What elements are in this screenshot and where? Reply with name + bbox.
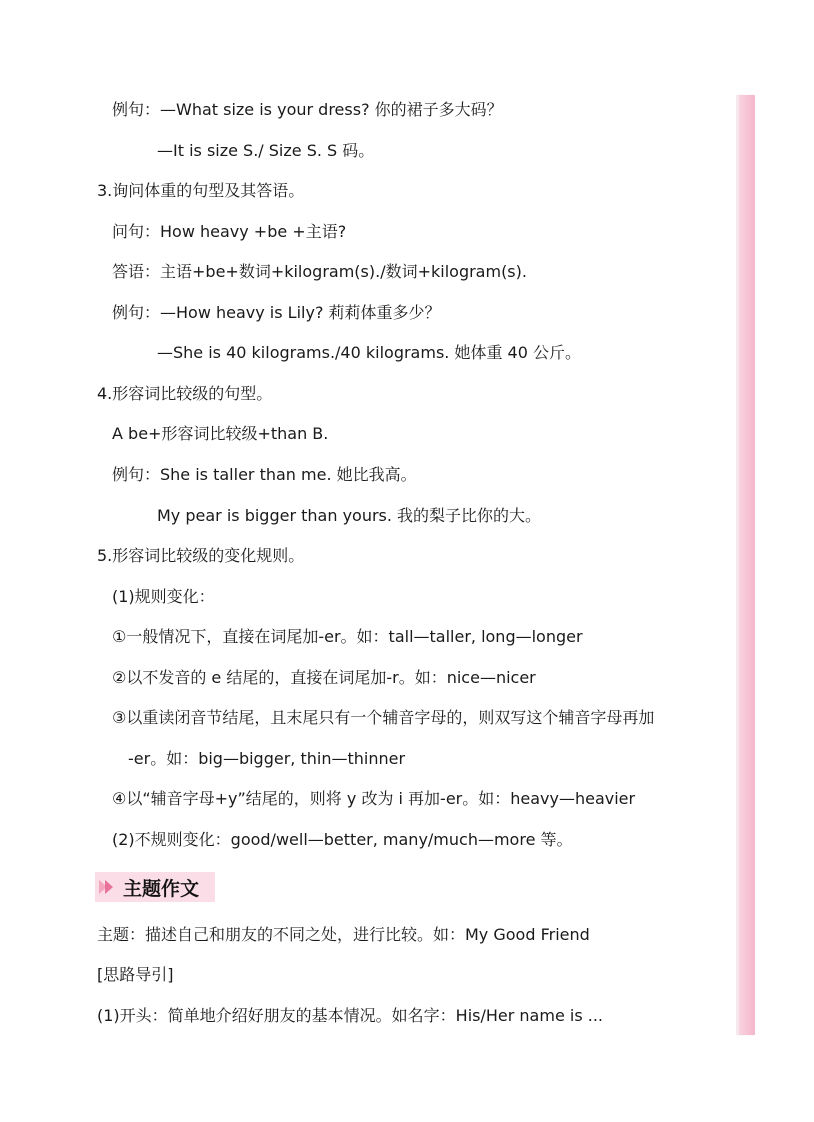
- text-line: (1)规则变化：: [112, 587, 215, 606]
- section-title: 主题作文: [123, 877, 200, 900]
- text-line: (2)不规则变化：good/well—better, many/much—more 等。: [112, 830, 573, 849]
- text-line: ④以“辅音字母+y”结尾的，则将 y 改为 i 再加-er。如：heavy—heavier: [112, 789, 636, 808]
- text-line: —It is size S./ Size S. S 码。: [157, 141, 375, 160]
- text-line: 例句：She is taller than me. 她比我高。: [112, 465, 417, 484]
- text-line: 答语：主语+be+数词+kilogram(s)./数词+kilogram(s).: [112, 262, 527, 281]
- text-line: 4.形容词比较级的句型。: [97, 384, 273, 403]
- text-line: 5.形容词比较级的变化规则。: [97, 546, 305, 565]
- text-line: 例句：—How heavy is Lily? 莉莉体重多少？: [112, 303, 441, 322]
- section-banner: [95, 872, 215, 902]
- essay-topic: 主题：描述自己和朋友的不同之处，进行比较。如：My Good Friend: [97, 925, 590, 944]
- text-line: ③以重读闭音节结尾，且末尾只有一个辅音字母的，则双写这个辅音字母再加: [112, 708, 655, 727]
- text-line: 问句：How heavy +be +主语?: [112, 222, 347, 241]
- guide-heading: [思路导引]: [97, 965, 174, 984]
- text-line: ②以不发音的 e 结尾的，直接在词尾加-r。如：nice—nicer: [112, 668, 536, 687]
- text-line: A be+形容词比较级+than B.: [112, 424, 329, 443]
- text-line: ①一般情况下，直接在词尾加-er。如：tall—taller, long—longer: [112, 627, 583, 646]
- page-edge-decoration: [739, 95, 755, 1035]
- text-line: -er。如：big—bigger, thin—thinner: [128, 749, 406, 768]
- text-line: 3.询问体重的句型及其答语。: [97, 181, 305, 200]
- text-line: My pear is bigger than yours. 我的梨子比你的大。: [157, 506, 542, 525]
- guide-item: (1)开头：简单地介绍好朋友的基本情况。如名字：His/Her name is ...: [97, 1006, 603, 1025]
- double-arrow-icon: [99, 878, 117, 896]
- text-line: 例句：—What size is your dress? 你的裙子多大码？: [112, 100, 503, 119]
- text-line: —She is 40 kilograms./40 kilograms. 她体重 40 公斤。: [157, 343, 581, 362]
